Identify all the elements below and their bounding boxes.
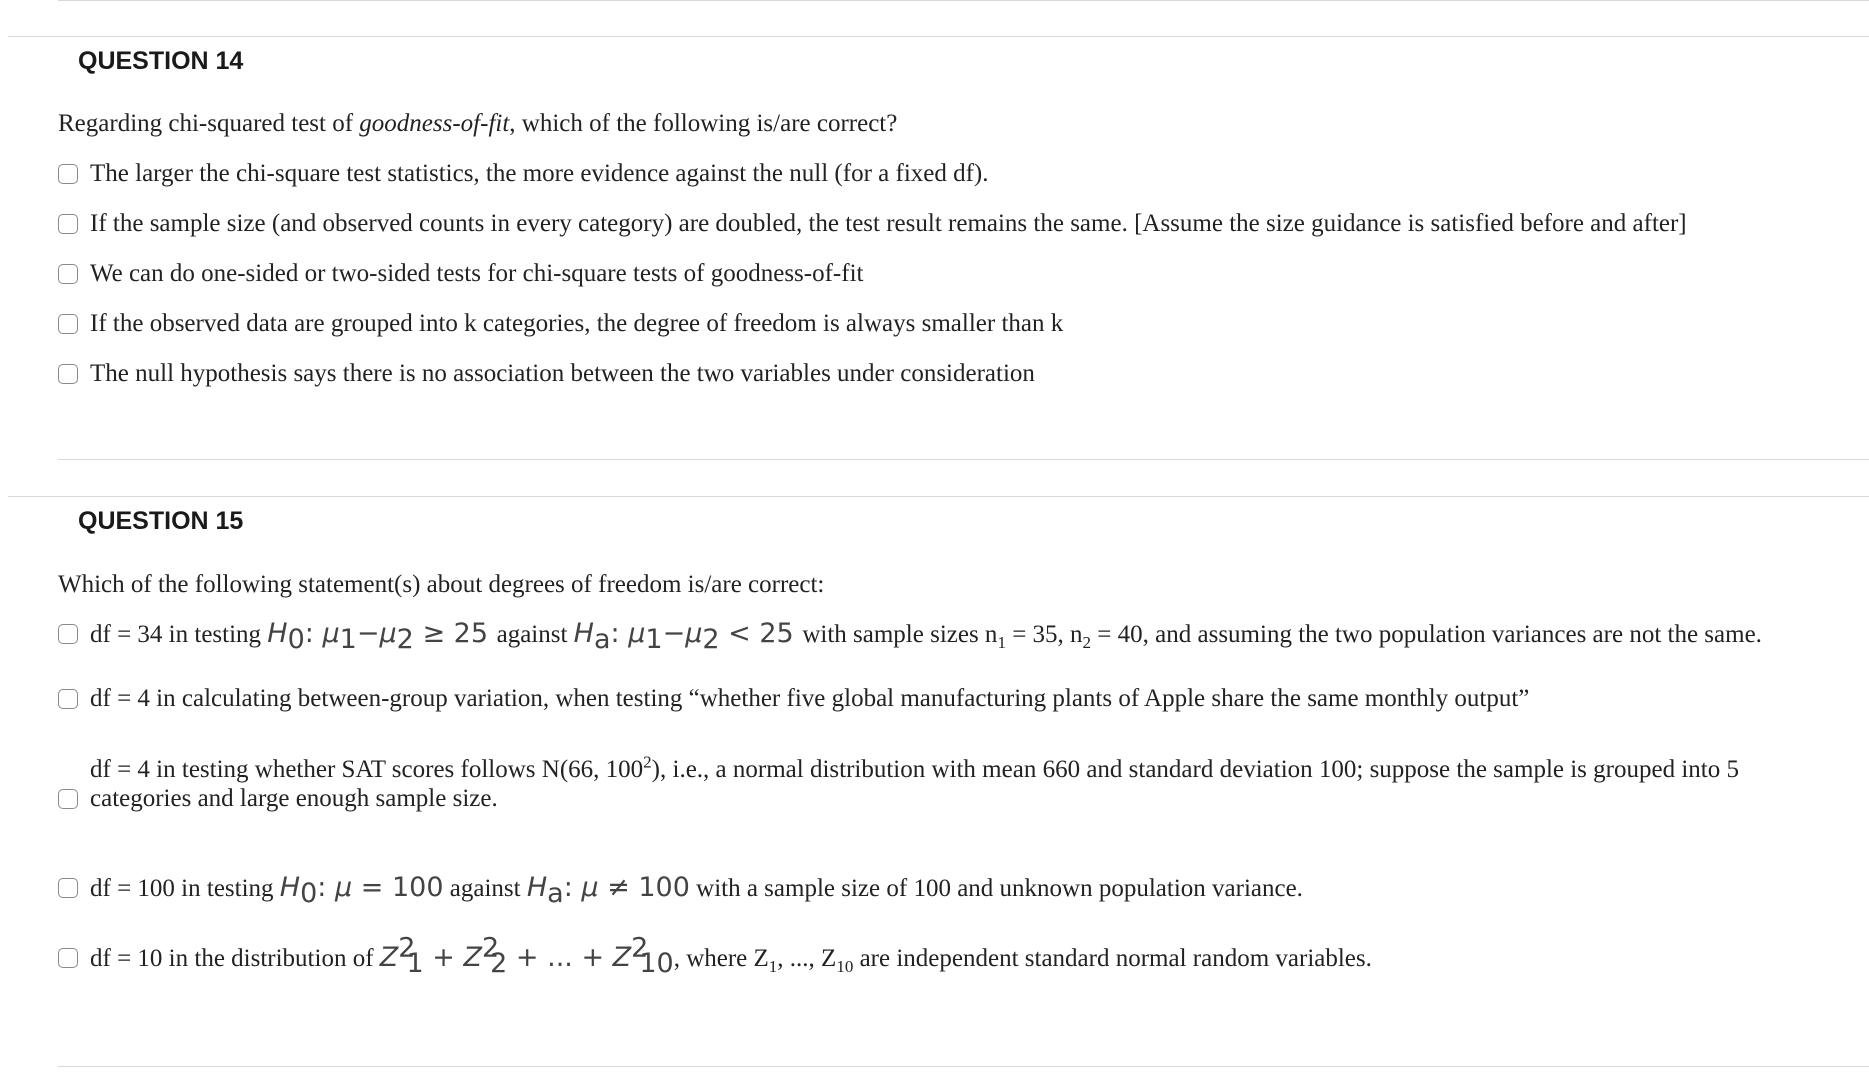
checkbox[interactable] xyxy=(58,789,78,809)
option-label: df = 100 in testing $H_0$: μ = 100 against $H_a$: μ ≠ 100 with a sample size of 100 and unknown population variance. xyxy=(90,872,1303,909)
q14-option-5[interactable] xyxy=(58,360,1869,388)
option-label: If the sample size (and observed counts in every category) are doubled, the test result remains the same. [Assume the size guidance is satisfied before and after] xyxy=(90,210,1687,237)
divider-q14-top xyxy=(8,36,1869,37)
q15-option-2[interactable] xyxy=(58,685,1869,713)
option-label: We can do one-sided or two-sided tests for chi-square tests of goodness-of-fit xyxy=(90,260,864,287)
q15-option-1[interactable] xyxy=(58,618,1869,655)
option-label: df = 4 in calculating between-group variation, when testing “whether five global manufacturing plants of Apple share the same monthly output” xyxy=(90,685,1530,712)
q14-option-2[interactable] xyxy=(58,210,1869,238)
q15-option-4[interactable] xyxy=(58,872,1869,909)
q14-option-3[interactable] xyxy=(58,260,1869,288)
q15-prompt: Which of the following statement(s) about degrees of freedom is/are correct: xyxy=(58,571,825,598)
q14-option-1[interactable] xyxy=(58,160,1869,188)
option-label: If the observed data are grouped into k categories, the degree of freedom is always smaller than k xyxy=(90,310,1064,337)
divider-q14-bottom xyxy=(58,459,1869,460)
q15-option-5[interactable] xyxy=(58,932,1869,979)
divider-q15-bottom xyxy=(58,1066,1869,1067)
q15-option-3[interactable] xyxy=(58,752,1869,813)
checkbox[interactable] xyxy=(58,364,78,384)
checkbox[interactable] xyxy=(58,689,78,709)
q14-option-4[interactable] xyxy=(58,310,1869,338)
checkbox[interactable] xyxy=(58,264,78,284)
q15-title: QUESTION 15 xyxy=(78,507,244,535)
checkbox[interactable] xyxy=(58,214,78,234)
checkbox[interactable] xyxy=(58,164,78,184)
q14-prompt: Regarding chi-squared test of goodness-of-fit, which of the following is/are correct? xyxy=(58,110,898,137)
option-label: df = 4 in testing whether SAT scores follows N(66, $100^2$), i.e., a normal distribution with mean 660 and standard deviation 100; suppose the sample is grouped into 5 categories and large enough sample size. xyxy=(90,752,1739,812)
q14-title: QUESTION 14 xyxy=(78,47,244,75)
divider-top xyxy=(58,0,1869,1)
checkbox[interactable] xyxy=(58,624,78,644)
option-label: df = 34 in testing $H_0$: $\mu_1-\mu_2 \ge 25$ against $H_a$: $\mu_1-\mu_2 < 25$ with sample sizes $n_1 = 35$, $n_2 = 40$, and assuming the two population variances are not the same. xyxy=(90,618,1762,655)
option-label: The larger the chi-square test statistics, the more evidence against the null (for a fixed df). xyxy=(90,160,989,187)
option-label: The null hypothesis says there is no association between the two variables under consideration xyxy=(90,360,1035,387)
option-label: df = 10 in the distribution of $Z^2_1 + Z^2_2$ + ... + $Z^2_{10}$, where $Z_1$, ..., $Z_{10}$ are independent standard normal random variables. xyxy=(90,932,1372,979)
divider-q15-top xyxy=(8,496,1869,497)
checkbox[interactable] xyxy=(58,948,78,968)
checkbox[interactable] xyxy=(58,314,78,334)
checkbox[interactable] xyxy=(58,878,78,898)
